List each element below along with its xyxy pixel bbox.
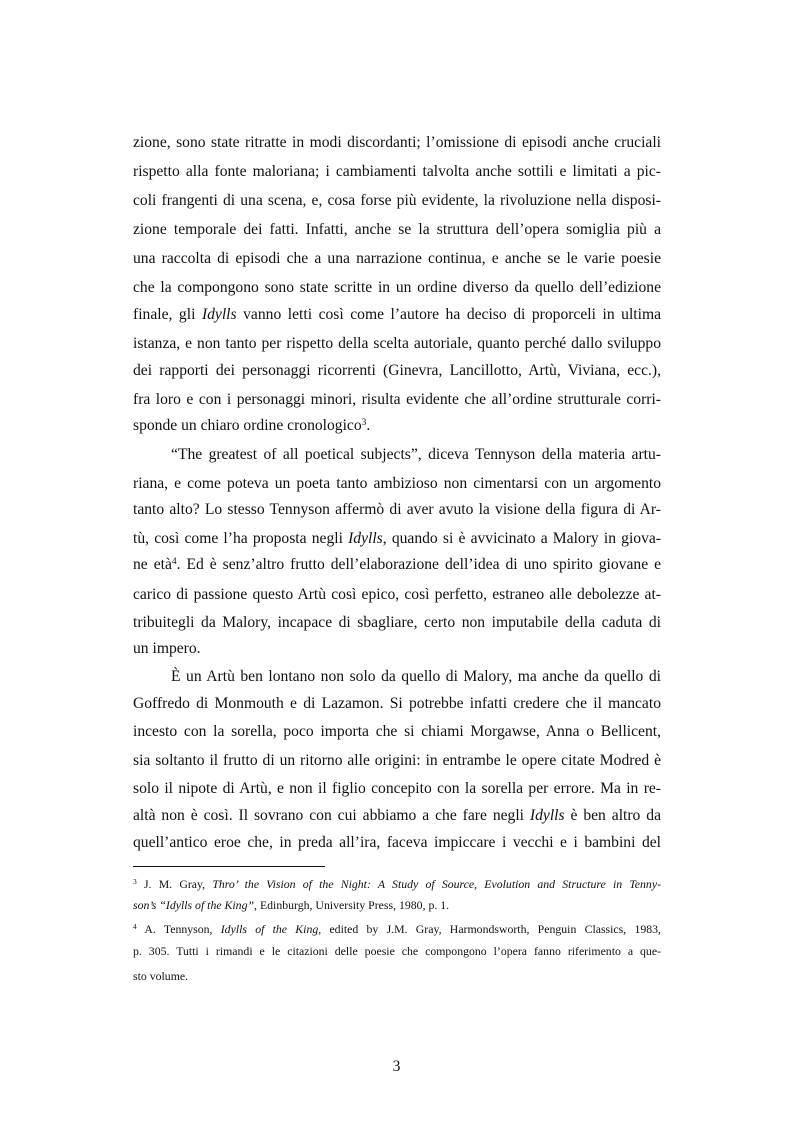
text-line: tribuitegli da Malory, incapace di sbagliare, certo non imputabile della caduta di <box>133 614 661 631</box>
text-line: Goffredo di Monmouth e di Lazamon. Si potrebbe infatti credere che il mancato <box>133 695 661 712</box>
footnote-line: $^3$ J. M. Gray, Thro’ the Vision of the Night: A Study of Source, Evolution and Structure in Tenny- <box>133 877 661 891</box>
footnote-ref: 3 <box>133 877 137 886</box>
page-number: 3 <box>392 1058 401 1075</box>
text-line: sponde un chiaro ordine cronologico$^3$. <box>133 417 371 434</box>
text-line: quell’antico eroe che, in preda all’ira, faceva impiccare i vecchi e i bambini del <box>133 834 661 851</box>
italic-title: son’s “Idylls of the King” <box>133 898 255 912</box>
text-line: zione temporale dei fatti. Infatti, anche se la struttura dell’opera somiglia più a <box>133 221 661 238</box>
footnote-separator <box>133 866 325 867</box>
footnote-ref: 4 <box>171 557 177 567</box>
text-line: carico di passione questo Artù così epico, così perfetto, estraneo alle debolezze at- <box>133 586 661 603</box>
text-line: zione, sono state ritratte in modi discordanti; l’omissione di episodi anche cruciali <box>133 134 661 151</box>
text-line: istanza, e non tanto per rispetto della scelta autoriale, quanto perché dallo sviluppo <box>133 335 661 352</box>
text-line: tanto alto? Lo stesso Tennyson affermò di aver avuto la visione della figura di Ar- <box>133 501 661 518</box>
text-line: rispetto alla fonte maloriana; i cambiamenti talvolta anche sottili e limitati a pic- <box>133 163 661 180</box>
text-line: sia soltanto il frutto di un ritorno alle origini: in entrambe le opere citate Modred è <box>133 752 661 769</box>
text-line: un impero. <box>133 640 201 657</box>
text-line: una raccolta di episodi che a una narrazione continua, e anche se le varie poesie <box>133 250 661 267</box>
text-line: coli frangenti di una scena, e, cosa forse più evidente, la rivoluzione nella disposi- <box>133 192 661 209</box>
footnote-ref: 4 <box>133 922 137 931</box>
text-line: incesto con la sorella, poco importa che si chiami Morgawse, Anna o Bellicent, <box>133 723 661 740</box>
text-line: fra loro e con i personaggi minori, risulta evidente che all’ordine strutturale corri- <box>133 391 661 408</box>
text-line: che la compongono sono state scritte in un ordine diverso da quello dell’edizione <box>133 279 661 296</box>
text-line: altà non è così. Il sovrano con cui abbiamo a che fare negli Idylls è ben altro da <box>133 807 661 824</box>
italic-title: Thro’ the Vision of the Night: A Study of Source, Evolution and Structure in Tenny- <box>212 877 661 891</box>
text-line: “The greatest of all poetical subjects”, diceva Tennyson della materia artu- <box>171 446 661 463</box>
italic-title: Idylls of the King <box>220 922 319 936</box>
italic-title: Idylls <box>348 530 383 547</box>
text-line: finale, gli Idylls vanno letti così come l’autore ha deciso di proporceli in ultima <box>133 306 661 323</box>
text-line: ne età$^4$. Ed è senz’altro frutto dell’elaborazione dell’idea di uno spirito giovane e <box>133 556 662 573</box>
footnote-line: $^4$ A. Tennyson, Idylls of the King, edited by J.M. Gray, Harmondsworth, Penguin Classics, 1983, <box>133 922 661 936</box>
text-line: riana, e come poteva un poeta tanto ambizioso non cimentarsi con un argomento <box>133 475 661 492</box>
footnote-ref: 3 <box>361 418 367 428</box>
footnote-line: p. 305. Tutti i rimandi e le citazioni delle poesie che compongono l’opera fanno riferimento a que- <box>133 944 661 958</box>
italic-title: Idylls <box>529 807 565 824</box>
italic-title: Idylls <box>201 306 237 323</box>
footnote-line: sto volume. <box>133 969 189 983</box>
text-line: solo il nipote di Artù, e non il figlio concepito con la sorella per errore. Ma in re- <box>133 780 661 797</box>
footnote-line: son’s “Idylls of the King”, Edinburgh, University Press, 1980, p. 1. <box>133 898 450 912</box>
text-line: tù, così come l’ha proposta negli Idylls, quando si è avvicinato a Malory in giova- <box>133 530 662 547</box>
text-line: dei rapporti dei personaggi ricorrenti (Ginevra, Lancillotto, Artù, Viviana, ecc.), <box>133 362 661 379</box>
text-line: È un Artù ben lontano non solo da quello di Malory, ma anche da quello di <box>171 668 661 685</box>
